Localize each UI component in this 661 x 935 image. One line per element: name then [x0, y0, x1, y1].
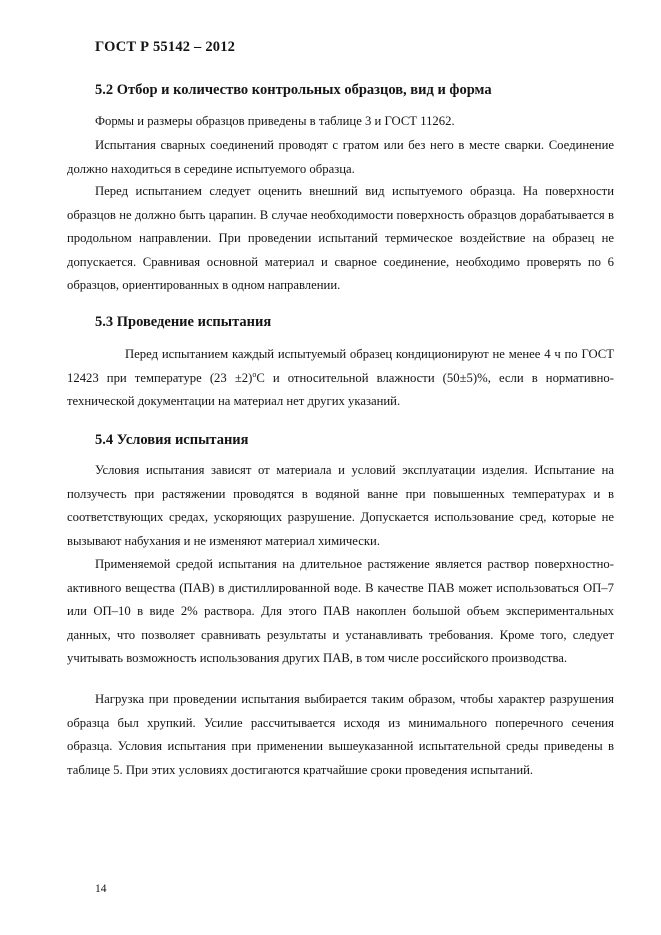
section-5-2-paragraph-2: Испытания сварных соединений проводят с гратом или без него в месте сварки. Соединение должно находиться в середине испытуемого образца.: [67, 138, 614, 176]
section-5-3-text-end: С и относительной влажности (50±5)%, если в нормативно-технической документации на материал нет других указаний.: [67, 370, 614, 409]
section-5-3-text-start: Перед испытанием каждый испытуемый образец кондиционируют не менее 4 ч по ГОСТ 12423 при температуре (23 ±2): [67, 347, 614, 385]
section-5-2-paragraph-1: Формы и размеры образцов приведены в таблице 3 и ГОСТ 11262.: [95, 114, 455, 128]
section-5-4-paragraph-1: Условия испытания зависят от материала и условий эксплуатации изделия. Испытание на ползучесть при растяжении проводятся в водяной ванне при повышенных температурах и в соответствующих средах, ускоряющих разрушение. Допускается использование сред, которые не вызывают набухания и не изменяют материал химически.: [67, 463, 614, 548]
section-5-4-paragraph-2: Применяемой средой испытания на длительное растяжение является раствор поверхностно-активного вещества (ПАВ) в дистиллированной воде. В качестве ПАВ может использоваться ОП–7 или ОП–10 в виде 2% раствора. Для этого ПАВ накоплен большой объем экспериментальных данных, что позволяет сравнивать результаты и устанавливать требования. Кроме того, следует учитывать возможность использования других ПАВ, в том числе российского производства.: [67, 557, 614, 666]
section-5-3-title: 5.3 Проведение испытания: [95, 314, 272, 330]
section-5-4-paragraph-3: Нагрузка при проведении испытания выбирается таким образом, чтобы характер разрушения образца был хрупкий. Усилие рассчитывается исходя из минимального поперечного сечения образца. Условия испытания при применении вышеуказанной испытательной среды приведены в таблице 5. При этих условиях достигаются кратчайшие сроки проведения испытаний.: [67, 692, 614, 777]
section-5-4-title: 5.4 Условия испытания: [95, 432, 249, 448]
page-number: 14: [95, 883, 107, 895]
degree-mark: о: [252, 369, 257, 379]
section-5-3-paragraph-1: [67, 343, 614, 414]
document-header: ГОСТ Р 55142 – 2012: [95, 39, 236, 55]
section-5-2-title: 5.2 Отбор и количество контрольных образцов, вид и форма: [95, 82, 492, 98]
section-5-2-paragraph-3: Перед испытанием следует оценить внешний вид испытуемого образца. На поверхности образцов не должно быть царапин. В случае необходимости поверхность образцов дорабатывается в продольном направлении. При проведении испытаний термическое воздействие на образец не допускается. Сравнивая основной материал и сварное соединение, необходимо проверять по 6 образцов, ориентированных в одном направлении.: [67, 184, 614, 293]
